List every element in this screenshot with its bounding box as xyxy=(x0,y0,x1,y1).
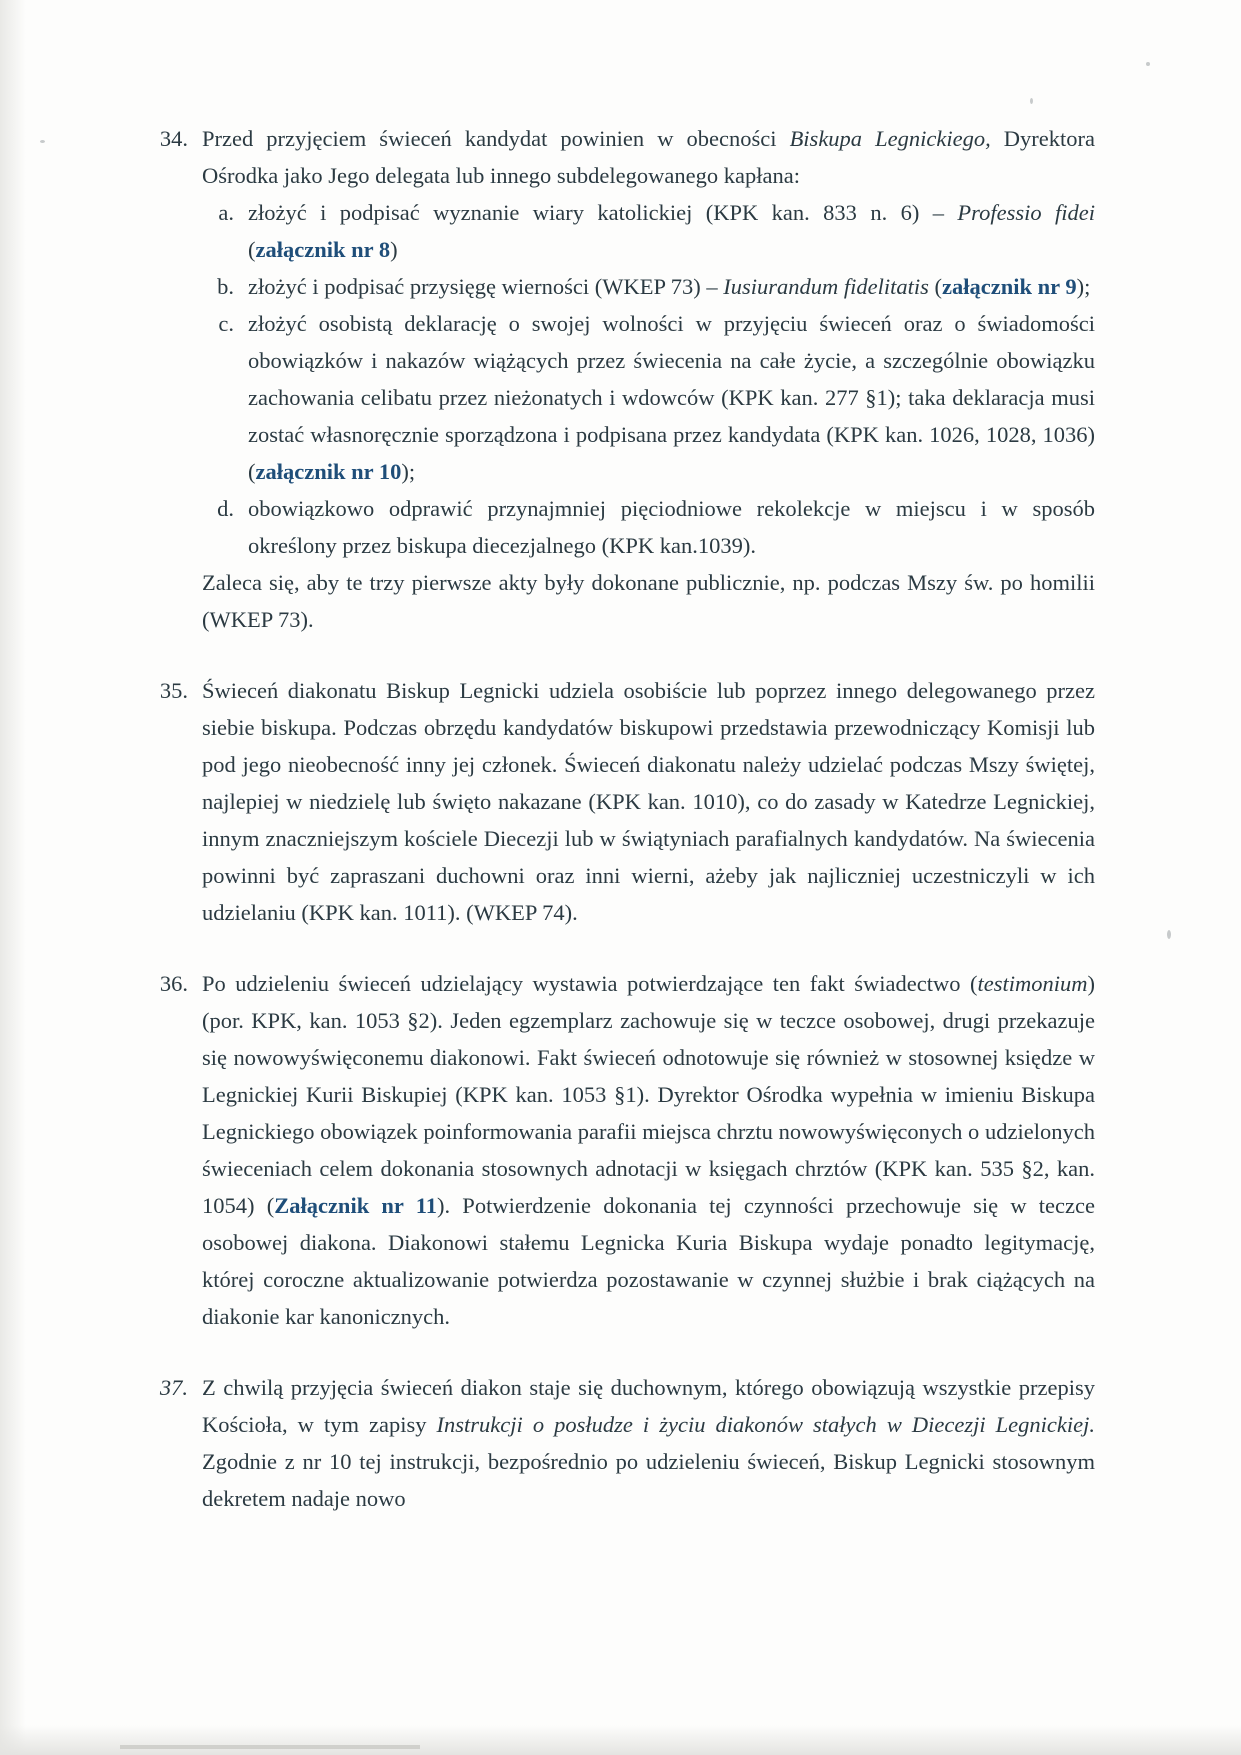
text-run: Po udzieleniu świeceń udzielający wystawia potwierdzające ten fakt świadectwo ( xyxy=(202,971,978,996)
italic-run: Instrukcji o posłudze i życiu diakonów stałych w Diecezji Legnickiej. xyxy=(436,1412,1095,1437)
list-item-36 xyxy=(150,965,1095,1335)
text-run: ) xyxy=(390,237,398,262)
text-run: złożyć osobistą deklarację o swojej wolności w przyjęciu świeceń oraz o świadomości obowiązków i nakazów wiążących przez świecenia na całe życie, a szczególnie obowiązku zachowania celibatu przez nieżonatych i wdowców (KPK kan. 277 §1); taka deklaracja musi zostać własnoręcznie sporządzona i podpisana przez kandydata (KPK kan. 1026, 1028, 1036) ( xyxy=(248,311,1095,484)
sublist-text: obowiązkowo odprawić przynajmniej pięciodniowe rekolekcje w miejscu i w sposób określony przez biskupa diecezjalnego (KPK kan.1039). xyxy=(248,496,1095,558)
text-run: Z chwilą przyjęcia świeceń diakon staje się duchownym, którego obowiązują wszystkie przepisy Kościoła, w tym zapisy xyxy=(202,1375,1095,1437)
sublist-marker: b. xyxy=(217,274,234,299)
sublist-item-b xyxy=(202,268,1095,305)
sublist-item-d xyxy=(202,490,1095,564)
text-run: złożyć i podpisać wyznanie wiary katolickiej (KPK kan. 833 n. 6) – xyxy=(248,200,958,225)
scan-edge-shadow-left xyxy=(0,0,26,1755)
annex-reference: załącznik nr 10 xyxy=(255,459,402,484)
sublist-text xyxy=(248,194,1095,268)
italic-run: Professio fidei xyxy=(957,200,1095,225)
text-run: złożyć i podpisać przysięgę wierności (WKEP 73) – xyxy=(248,274,724,299)
text-run: Przed przyjęciem świeceń kandydat powinien w obecności xyxy=(202,126,790,151)
text-run: Dyrektora Ośrodka jako Jego delegata lub innego subdelegowanego kapłana: xyxy=(202,126,1095,188)
scan-speck xyxy=(1167,930,1171,939)
list-item-number: 35. xyxy=(159,678,188,703)
sublist-marker: a. xyxy=(218,200,234,225)
paragraph-spacer xyxy=(150,1335,1095,1369)
list-item-34 xyxy=(150,120,1095,638)
sublist-34 xyxy=(202,194,1095,564)
text-run: ); xyxy=(401,459,416,484)
scan-speck xyxy=(1030,98,1033,104)
paragraph-34-lead xyxy=(202,120,1095,194)
list-item-number: 36. xyxy=(159,971,188,996)
paragraph-spacer xyxy=(150,638,1095,672)
sublist-text xyxy=(248,268,1095,305)
paragraph-spacer xyxy=(150,931,1095,965)
italic-run: Iusiurandum fidelitatis xyxy=(723,274,929,299)
paragraph-34-tail: Zaleca się, aby te trzy pierwsze akty były dokonane publicznie, np. podczas Mszy św. po homilii (WKEP 73). xyxy=(202,570,1095,632)
list-item-35 xyxy=(150,672,1095,931)
list-item-37 xyxy=(150,1369,1095,1517)
scan-speck xyxy=(1146,62,1150,66)
text-run: ). Potwierdzenie dokonania tej czynności przechowuje się w teczce osobowej diakona. Diakonowi stałemu Legnicka Kuria Biskupa wydaje ponadto legitymację, której coroczne aktualizowanie potwierdza pozostawanie w czynnej służbie i brak ciążących na diakonie kar kanonicznych. xyxy=(202,1193,1095,1329)
sublist-marker: c. xyxy=(218,311,234,336)
annex-reference: załącznik nr 9 xyxy=(942,274,1077,299)
sublist-text xyxy=(248,305,1095,490)
sublist-item-a xyxy=(202,194,1095,268)
document-body xyxy=(150,120,1095,1517)
scan-edge-shadow-bottom xyxy=(0,1725,1241,1755)
list-item-number: 37. xyxy=(159,1375,188,1400)
scan-artifact-bar xyxy=(120,1745,420,1749)
paragraph-36 xyxy=(202,965,1095,1335)
paragraph-37 xyxy=(202,1369,1095,1517)
scan-speck xyxy=(40,140,45,143)
text-run: Zgodnie z nr 10 tej instrukcji, bezpośrednio po udzieleniu świeceń, Biskup Legnicki stosownym dekretem nadaje nowo xyxy=(202,1449,1095,1511)
text-run: ( xyxy=(248,237,256,262)
list-item-number: 34. xyxy=(159,126,188,151)
sublist-item-c xyxy=(202,305,1095,490)
italic-run: Biskupa Legnickiego, xyxy=(789,126,991,151)
annex-reference: Załącznik nr 11 xyxy=(274,1193,437,1218)
text-run: ); xyxy=(1076,274,1091,299)
text-run: ( xyxy=(928,274,943,299)
text-run: ) (por. KPK, kan. 1053 §2). Jeden egzemplarz zachowuje się w teczce osobowej, drugi przekazuje się nowowyświęconemu diakonowi. Fakt świeceń odnotowuje się również w stosownej księdze w Legnickiej Kurii Biskupiej (KPK kan. 1053 §1). Dyrektor Ośrodka wypełnia w imieniu Biskupa Legnickiego obowiązek poinformowania parafii miejsca chrztu nowowyświęconych o udzielonych świeceniach celem dokonania stosownych adnotacji w księgach chrztów (KPK kan. 535 §2, kan. 1054) ( xyxy=(202,971,1095,1218)
annex-reference: załącznik nr 8 xyxy=(255,237,391,262)
italic-run: testimonium xyxy=(977,971,1088,996)
sublist-marker: d. xyxy=(217,496,234,521)
paragraph-35: Świeceń diakonatu Biskup Legnicki udziela osobiście lub poprzez innego delegowanego przez siebie biskupa. Podczas obrzędu kandydatów biskupowi przedstawia przewodniczący Komisji lub pod jego nieobecność inny jej członek. Świeceń diakonatu należy udzielać podczas Mszy świętej, najlepiej w niedzielę lub święto nakazane (KPK kan. 1010), co do zasady w Katedrze Legnickiej, innym znaczniejszym kościele Diecezji lub w świątyniach parafialnych kandydatów. Na świecenia powinni być zapraszani duchowni oraz inni wierni, ażeby jak najliczniej uczestniczyli w ich udzielaniu (KPK kan. 1011). (WKEP 74). xyxy=(202,678,1095,925)
